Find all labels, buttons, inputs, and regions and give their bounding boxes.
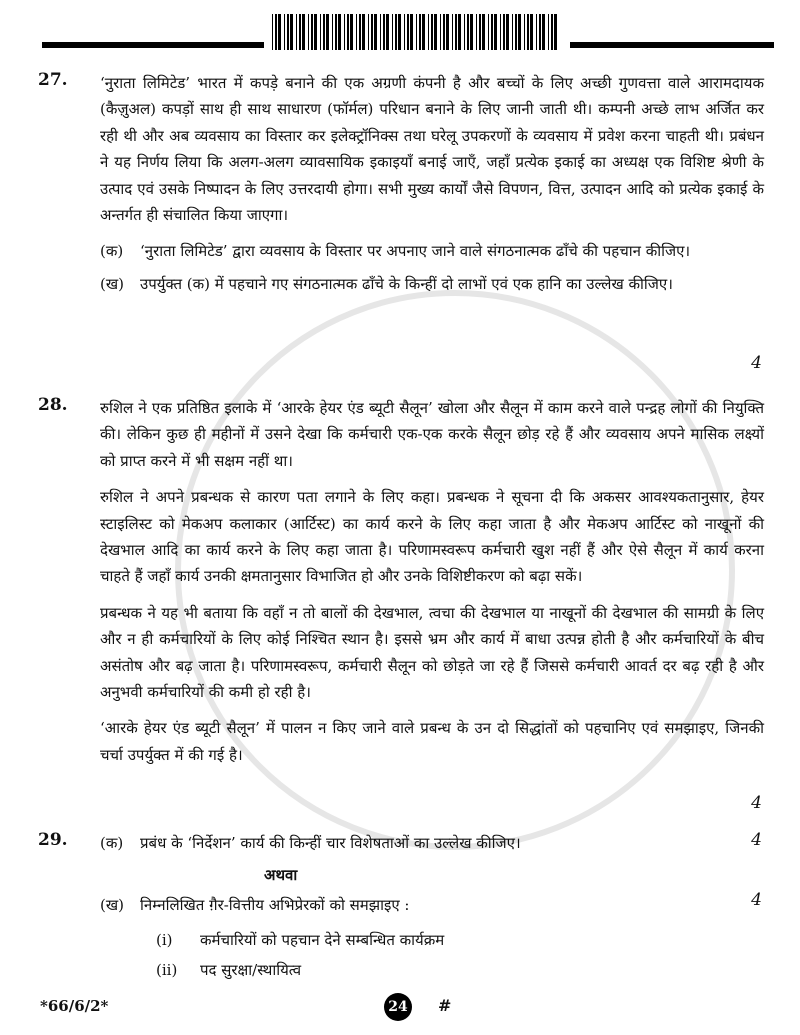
header-rule-right xyxy=(570,42,774,48)
barcode-stripe xyxy=(512,14,513,50)
sub-question-label: (ख) xyxy=(100,274,124,293)
barcode-stripe xyxy=(290,14,293,50)
barcode-stripe xyxy=(347,14,349,50)
barcode-stripe xyxy=(416,14,417,50)
sub-question-label: (क) xyxy=(100,242,124,261)
sub-question-label: (क) xyxy=(100,834,124,852)
sub-question-kha xyxy=(100,892,764,918)
barcode-stripe xyxy=(506,14,509,50)
barcode-stripe xyxy=(272,14,273,50)
barcode-stripe xyxy=(503,14,505,50)
barcode-stripe xyxy=(356,14,357,50)
question-number: 29. xyxy=(38,830,68,850)
barcode-stripe xyxy=(500,14,501,50)
paper-code: *66/6/2* xyxy=(40,997,109,1015)
barcode-stripe xyxy=(554,14,557,50)
barcode-stripe xyxy=(488,14,489,50)
list-item-label: (ii) xyxy=(156,960,178,979)
sub-question-kha xyxy=(100,271,764,297)
barcode-stripe xyxy=(515,14,517,50)
sub-question-ka xyxy=(100,830,764,856)
barcode-stripe xyxy=(344,14,345,50)
sub-question-text: ‘नुराता लिमिटेड’ द्वारा व्यवसाय के विस्तार पर अपनाए जाने वाले संगठनात्मक ढाँचे की पहचान कीजिए। xyxy=(140,242,691,261)
barcode-stripe xyxy=(284,14,285,50)
barcode-stripe xyxy=(374,14,377,50)
list-item xyxy=(156,925,764,955)
barcode-stripe xyxy=(371,14,373,50)
question-text: रुशिल ने अपने प्रबन्धक से कारण पता लगाने के लिए कहा। प्रबन्धक ने सूचना दी कि अकसर आवश्यकतानुसार, हेयर स्टाइलिस्ट को मेकअप कलाकार (आर्टिस्ट) का कार्य करने के लिए कहा जाता है और मेकअप आर्टिस्ट को नाखूनों की देखभाल आदि का कार्य करने के लिए कहा जाता है। परिणामस्वरूप कर्मचारी खुश नहीं हैं और ऐसे सैलून में कार्य करना चाहते हैं जहाँ कार्य उनकी क्षमतानुसार विभाजित हो और उनके विशिष्टीकरण को बढ़ा सकें। xyxy=(100,488,764,586)
barcode-stripe xyxy=(548,14,549,50)
barcode-stripe xyxy=(407,14,409,50)
question-text: ‘आरके हेयर एंड ब्यूटी सैलून’ में पालन न किए जाने वाले प्रबन्ध के उन दो सिद्धांतों को पहचानिए एवं समझाइए, जिनकी चर्चा उपर्युक्त में की गई है। xyxy=(100,719,764,764)
or-label: अथवा xyxy=(264,866,298,885)
page-header xyxy=(42,14,774,56)
barcode-stripe xyxy=(404,14,405,50)
hash-symbol: # xyxy=(438,996,452,1015)
barcode-stripe xyxy=(527,14,529,50)
barcode-stripe xyxy=(530,14,533,50)
barcode-stripe xyxy=(287,14,289,50)
barcode-stripe xyxy=(443,14,445,50)
question-27 xyxy=(38,70,764,373)
barcode-stripe xyxy=(350,14,353,50)
barcode-stripe xyxy=(518,14,521,50)
question-29 xyxy=(38,830,764,985)
marks: 4 xyxy=(751,793,762,813)
barcode-stripe xyxy=(299,14,301,50)
barcode-stripe xyxy=(491,14,493,50)
sub-question-label: (ख) xyxy=(100,896,124,915)
sub-question-text: प्रबंध के ‘निर्देशन’ कार्य की किन्हीं चार विशेषताओं का उल्लेख कीजिए। xyxy=(140,834,521,852)
barcode-stripe xyxy=(308,14,309,50)
barcode-stripe xyxy=(494,14,497,50)
barcode-stripe xyxy=(539,14,541,50)
barcode-stripe xyxy=(302,14,305,50)
list-item xyxy=(156,955,764,985)
marks: 4 xyxy=(751,890,762,910)
page-footer xyxy=(40,993,760,1021)
barcode-stripe xyxy=(524,14,525,50)
barcode-stripe xyxy=(470,14,473,50)
question-28 xyxy=(38,395,764,813)
barcode-stripe xyxy=(392,14,393,50)
list-item-text: पद सुरक्षा/स्थायित्व xyxy=(200,960,302,979)
barcode-stripe xyxy=(428,14,429,50)
barcode-stripe xyxy=(542,14,545,50)
barcode-stripe xyxy=(431,14,433,50)
barcode-stripe xyxy=(326,14,329,50)
barcode-stripe xyxy=(482,14,485,50)
barcode-stripe xyxy=(422,14,425,50)
barcode-stripe xyxy=(410,14,413,50)
barcode-stripe xyxy=(395,14,397,50)
header-rule-left xyxy=(42,42,264,48)
barcode-stripe xyxy=(380,14,381,50)
barcode-stripe xyxy=(467,14,469,50)
barcode-stripe xyxy=(362,14,365,50)
question-text: ‘नुराता लिमिटेड’ भारत में कपड़े बनाने की एक अग्रणी कंपनी है और बच्चों के लिए अच्छी गुणवत्ता वाले आरामदायक (कैज़ुअल) कपड़ों साथ ही साथ साधारण (फॉर्मल) परिधान बनाने के लिए जानी जाती थी। कम्पनी अच्छे लाभ अर्जित कर रही थी और अब व्यवसाय का विस्तार कर इलेक्ट्रॉनिक्स तथा घरेलू उपकरणों के व्यवसाय में प्रवेश करना चाहती थी। प्रबंधन ने यह निर्णय लिया कि अलग-अलग व्यावसायिक इकाइयाँ बनाई जाएँ, जहाँ प्रत्येक इकाई का अध्यक्ष एक विशिष्ट श्रेणी के उत्पाद एवं उसके निष्पादन के लिए उत्तरदायी होगा। सभी मुख्य कार्यों जैसे विपणन, वित्त, उत्पादन आदि को प्रत्येक इकाई के अन्तर्गत ही संचालित किया जाएगा। xyxy=(100,74,764,225)
question-number: 28. xyxy=(38,395,68,415)
barcode-stripe xyxy=(320,14,321,50)
barcode-stripe xyxy=(455,14,457,50)
barcode-stripe xyxy=(278,14,281,50)
barcode-stripe xyxy=(323,14,325,50)
barcode-stripe xyxy=(398,14,401,50)
sub-question-ka xyxy=(100,238,764,264)
question-text: रुशिल ने एक प्रतिष्ठित इलाके में ‘आरके हेयर एंड ब्यूटी सैलून’ खोला और सैलून में काम करने वाले पन्द्रह लोगों की नियुक्ति की। लेकिन कुछ ही महीनों में उसने देखा कि कर्मचारी एक-एक करके सैलून छोड़ रहे हैं और व्यवसाय अपने मासिक लक्ष्यों को प्राप्त करने में भी सक्षम नहीं था। xyxy=(100,399,764,470)
barcode-stripe xyxy=(551,14,553,50)
barcode-stripe xyxy=(452,14,453,50)
barcode-stripe xyxy=(275,14,277,50)
question-number: 27. xyxy=(38,70,68,90)
marks: 4 xyxy=(751,830,762,850)
barcode-stripe xyxy=(536,14,537,50)
barcode-stripe xyxy=(458,14,461,50)
list-item-text: कर्मचारियों को पहचान देने सम्बन्धित कार्यक्रम xyxy=(200,930,445,949)
barcode xyxy=(270,14,562,50)
barcode-stripe xyxy=(368,14,369,50)
sub-question-text: निम्नलिखित ग़ैर-वित्तीय अभिप्रेरकों को समझाइए : xyxy=(140,896,410,915)
barcode-stripe xyxy=(386,14,389,50)
barcode-stripe xyxy=(419,14,421,50)
barcode-stripe xyxy=(338,14,341,50)
barcode-stripe xyxy=(440,14,441,50)
barcode-stripe xyxy=(311,14,313,50)
sub-question-text: उपर्युक्त (क) में पहचाने गए संगठनात्मक ढाँचे के किन्हीं दो लाभों एवं एक हानि का उल्लेख कीजिए। xyxy=(140,274,673,293)
list-item-label: (i) xyxy=(156,930,173,949)
question-text: प्रबन्धक ने यह भी बताया कि वहाँ न तो बालों की देखभाल, त्वचा की देखभाल या नाखूनों की देखभाल की सामग्री के लिए और न ही कर्मचारियों के लिए कोई निश्चित स्थान है। इससे भ्रम और कार्य में बाधा उत्पन्न होती है और कर्मचारियों के बीच असंतोष और बढ़ जाता है। परिणामस्वरूप, कर्मचारी सैलून को छोड़ते जा रहे हैं जिससे कर्मचारी आवर्त दर बढ़ रही है और अनुभवी कर्मचारियों की कमी हो रही है। xyxy=(100,603,764,702)
barcode-stripe xyxy=(335,14,337,50)
marks: 4 xyxy=(751,353,762,373)
barcode-stripe xyxy=(464,14,465,50)
barcode-stripe xyxy=(446,14,449,50)
barcode-stripe xyxy=(434,14,437,50)
barcode-stripe xyxy=(332,14,333,50)
barcode-stripe xyxy=(476,14,477,50)
page-number: 24 xyxy=(384,993,412,1021)
barcode-stripe xyxy=(383,14,385,50)
barcode-stripe xyxy=(314,14,317,50)
barcode-stripe xyxy=(479,14,481,50)
barcode-stripe xyxy=(359,14,361,50)
barcode-stripe xyxy=(296,14,297,50)
